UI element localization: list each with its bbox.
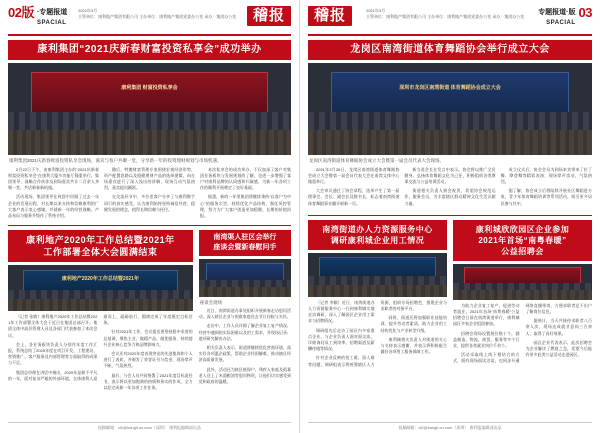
- right-masthead-meta-line: 主管单位：康利地产集团有限公司 主办单位：康利地产集团党委办公室 承办：集团办公室: [365, 14, 525, 19]
- right-article-2: [308, 220, 447, 368]
- left-masthead-rule: [8, 34, 291, 36]
- left-section-name: SPACIAL: [36, 20, 67, 26]
- right-masthead-meta: [366, 8, 524, 20]
- left-sidebar-caption: 座谈会现场: [199, 300, 223, 306]
- left-sidebar-article: [199, 230, 291, 391]
- right-page-number: 03: [578, 5, 592, 20]
- paragraph: 2021年2月26日，龙岗区南湾街道体育舞蹈协会成立大会暨第一届会员代表大会在南湾文体中心隆重举行。: [308, 166, 400, 184]
- left-article-1-photo: [8, 63, 291, 155]
- audience-area: [8, 112, 291, 154]
- left-article-1-body: [8, 167, 291, 221]
- left-masthead-date: 2021年3月: [78, 8, 98, 13]
- left-sidebar-title-line1: 南湾渠人驻区会举行: [213, 234, 277, 242]
- left-page-label: ·专题报道: [36, 9, 68, 16]
- paragraph: 据了解，协会成立后将陆续开展社区舞蹈进万家、青少年体育舞蹈培训等系列活动，吸引更多居民参与其中。: [500, 188, 592, 206]
- paragraph: 本次私享会的成功举办，不仅加深了客户对集团业务板块与发展规划的了解，也进一步增强了客户对康利品牌的认同感和归属感，为新一年各项工作的顺利开展奠定了良好基础。: [200, 166, 291, 191]
- right-article-2-headline-line1: 南湾街道办人力资源服务中心: [322, 224, 433, 234]
- right-article-2-headline: [308, 220, 447, 250]
- left-article-1: [8, 40, 291, 221]
- right-article-2-headline-line2: 调研康利城企业用工情况: [330, 235, 425, 245]
- left-article-1-headline: 康利集团“2021庆新春财富投资私享会”成功举办: [8, 40, 291, 60]
- paragraph: 据统计，当天共接待求职者八百余人次，现场达成就业意向三百余人，取得了良好效果。: [525, 318, 592, 336]
- paragraph: （记者 李颖）近日，南湾街道办人力资源服务中心一行到康利城实地走访调研，深入了解园区企业用工需求与招聘情况。: [308, 299, 375, 324]
- left-divider: [8, 225, 291, 226]
- right-masthead-rule: [308, 34, 592, 36]
- right-article-3-photo: [453, 264, 592, 300]
- paragraph: 成立仪式后，协会会员为到场来宾带来了拉丁舞、摩登舞等精彩表演，现场掌声雷动，气氛热烈。: [500, 166, 592, 184]
- right-article-2-body: [308, 300, 447, 368]
- left-footer-rule: [8, 422, 291, 423]
- right-footer-rule: [308, 422, 592, 423]
- stage-banner-text: 康利地产2020年工作总结暨2021年: [61, 276, 139, 283]
- right-article-1-caption: 龙岗区南湾街道体育舞蹈协会成立大会暨第一届会员代表大会现场。: [309, 157, 444, 163]
- right-article-3-headline-line3: 公益招聘会: [501, 246, 544, 256]
- right-masthead-right: [538, 6, 592, 28]
- right-page-label: 专题报道·版: [538, 9, 576, 16]
- paragraph: 调研组先后走访了园区内多家重点企业，与企业负责人面对面交流，详细询问员工到岗率、招聘渠道及薪酬待遇等情况。: [308, 327, 375, 352]
- audience-area: [308, 112, 592, 154]
- left-page-number: 02版: [8, 5, 34, 20]
- left-masthead: [8, 6, 291, 32]
- right-section-name: SPACIAL: [546, 20, 576, 26]
- left-sidebar-photo: [199, 259, 291, 297]
- right-masthead-date: 2021年3月: [365, 8, 386, 13]
- paragraph: 大会审议通过了协会章程，选举产生了第一届理事会、会长、副会长及秘书长，标志着南湾街道体育舞蹈事业翻开崭新一页。: [308, 188, 400, 206]
- right-article-1-photo: [308, 63, 592, 155]
- paragraph: 针对企业反映的招工难、留人难等问题，调研组表示将统筹辖区人力资源，组织专场招聘会，搭建企业与求职者的对接平台。: [308, 299, 447, 367]
- right-nameplate: 稽报: [308, 6, 352, 26]
- right-lower-section: [308, 220, 592, 368]
- right-article-1-body: [308, 167, 592, 210]
- right-masthead-left: [308, 6, 352, 26]
- stage-backdrop: [331, 72, 570, 116]
- left-masthead-left: [8, 6, 67, 28]
- left-sidebar-body: [199, 308, 291, 385]
- paragraph: 招聘会现场设置展位数十个，涵盖制造、物流、商贸、服务等多个行业，提供各类就业岗位千余个。: [453, 330, 520, 348]
- paragraph: 街道相关负责人到会祝贺，希望协会规范运作、服务会员，为丰富辖区群众精神文化生活贡献力量。: [404, 188, 496, 206]
- paragraph: 会上，各业务板块负责人分别作年度工作汇报，系统总结了2020年度在项目开发、工程建设、营销推广、客户服务及内部管理等方面取得的成绩与不足。: [8, 341, 98, 366]
- paragraph: 据悉，新的一年里集团将继续秉持“以客户为中心”的服务宗旨，持续优化产品结构，强化风控管理，努力为广大客户创造更加稳健、长期的价值回报。: [200, 194, 291, 218]
- left-masthead-right: [247, 6, 291, 26]
- left-article-1-caption: 康利集团2021庆新春财富投资私享会现场，嘉宾与客户共聚一堂，分享新一年的投资理财规划与市场机遇。: [9, 157, 222, 163]
- left-article-2-headline: [8, 230, 193, 262]
- stage-banner-text: 深圳市龙岗区南湾街道 体育舞蹈协会成立大会: [399, 84, 501, 91]
- right-article-3-body: [453, 303, 592, 365]
- paragraph: 集团总经理在讲话中指出，2020年是极不平凡的一年，面对复杂严峻的外部环境，全体康利人迎难而上、砥砺前行，圆满完成了年度既定目标任务。: [8, 314, 193, 381]
- right-footer: [300, 422, 600, 431]
- paragraph: 同时，街道还将加强职业技能培训，提升劳动者素质，助力企业用工结构优化与产业转型升级。: [380, 315, 447, 333]
- left-masthead-meta: [78, 8, 236, 20]
- left-masthead-meta-line: 主管单位：康利地产集团有限公司 主办单位：康利地产集团党委办公室 承办：集团办公室: [78, 14, 237, 19]
- stage-backdrop: [31, 72, 269, 116]
- stage-banner-text: 康利集团 财富投资私享会: [121, 84, 178, 91]
- audience-area: [308, 276, 447, 296]
- paragraph: 园区企业代表表示，此次招聘会为企业解决了燃眉之急，希望今后能有更多此类公益活动走进园区。: [525, 339, 592, 358]
- paragraph: 在交流环节中，多位老客户分享了与康利携手同行的真实感受，认为康利始终坚持诚信经营、稳健发展的理念，值得长期信赖与托付。: [104, 194, 195, 212]
- paragraph: （记者 张敏）康利地产2020年工作总结暨2021年工作部署全体大会于近日在集团总部召开。集团全体中高层管理人员及各部门代表参加了本次会议。: [8, 314, 98, 338]
- audience-area: [199, 280, 291, 297]
- right-article-3-headline: [453, 220, 592, 261]
- paragraph: 2月22日下午，由康利集团主办的“2021庆新春财富投资私享会”在康利大厦多功能厅隆重举行。集团领导、战略合作伙伴及到场嘉宾共计二百余人齐聚一堂，共话新春新机遇。: [8, 166, 99, 191]
- right-footer-text: 投稿邮箱：cl0@kangli-cn.com（深圳） 康利报编辑部出品: [398, 425, 502, 430]
- right-article-3: [453, 220, 592, 368]
- right-divider: [308, 215, 592, 216]
- left-article-2: [8, 230, 193, 391]
- left-nameplate: 稽报: [247, 6, 291, 26]
- paragraph: 活动采取线上线下相结合的方式，既有现场面试洽谈，也同步开通网络直播带岗，方便求职者足不出户了解岗位信息。: [453, 302, 592, 364]
- right-article-1: [308, 40, 592, 210]
- paragraph: 走访中，工作人员详细了解企业复工复产情况、经营中遇到的实际困难以及用工需求，并现场记录、逐项研究解决办法。: [198, 323, 291, 341]
- left-footer: [0, 422, 299, 431]
- paragraph: 为助力企业复工复产、促进劳动者就业，2021年首场“南粤春暖”公益招聘会日前在南湾街道举行，康利城园区多家企业组团参加。: [453, 302, 520, 327]
- audience-area: [453, 283, 592, 300]
- left-sidebar-title-line2: 座谈会暨新春慰问手: [213, 244, 277, 252]
- right-page: [300, 0, 600, 433]
- audience-area: [8, 290, 193, 311]
- right-article-3-headline-line2: 2021年首场“南粤春暖”: [478, 235, 567, 245]
- paragraph: 康利城相关负责人对街道的关心与支持表示感谢，并表示将积极配合做好各项用工服务保障工作。: [380, 336, 447, 355]
- left-footer-text: 投稿邮箱：cl0@kangli-cn.com（深圳） 康利报编辑部出品: [98, 425, 201, 430]
- paragraph: 相关负责人表示，街道将继续优化营商环境，落实好各项惠企政策，帮助企业纾困解难，推动辖区经济高质量发展。: [198, 345, 291, 363]
- left-article-2-photo: [8, 265, 193, 311]
- paragraph: 新当选会长在发言中表示，协会将以推广全民健身、弘扬体育舞蹈文化为己任，积极组织各类赛事交流与公益培训活动。: [404, 166, 496, 184]
- paragraph: 近日，南湾街道办事处组织开展新春走访慰问活动，深入辖区企业与困难家庭送去节日问候与关怀。: [198, 308, 291, 320]
- paragraph: 针对2021年工作，会议提出要坚持稳中求进的总基调，聚焦主业、做精产品、做优服务，持续提升企业核心竞争力和品牌影响力。: [103, 329, 193, 347]
- paragraph: 随后，特邀财富管理专家围绕宏观经济形势、资产配置思路以及稳健理财产品的选择逻辑，向在场嘉宾进行了深入浅出的讲解，现场互动气氛热烈，嘉宾提问踊跃。: [104, 166, 195, 191]
- right-masthead: [308, 6, 592, 32]
- left-lower-section: [8, 230, 291, 391]
- paragraph: 活动现场，集团领导在致辞中回顾了过去一年企业的发展历程，对长期以来支持和信赖康利的广大客户表示衷心感谢，并就新一年的经营战略、产品布局与服务升级作了系统介绍。: [8, 194, 99, 218]
- paragraph: 此外，活动还为辖区低保户、残疾人家庭及孤寡老人送上了米面粮油等慰问物资，让他们切实感受到党和政府的温暖。: [198, 366, 291, 385]
- paragraph: 最后，与会人员共同签署了2021年度目标责任书，表示将以更加饱满的热情和务实的作风，全力以赴完成新一年各项工作任务。: [103, 372, 193, 391]
- paragraph: 会议还对2020年度表现突出的先进集体和个人进行了表彰，并颁发了荣誉证书与奖金，现场掌声不断，气氛热烈。: [103, 351, 193, 369]
- left-article-2-body: [8, 314, 193, 391]
- right-article-3-headline-line1: 康利城欣欣园区企业参加: [475, 224, 570, 234]
- left-article-2-headline-line2: 工作部署全体大会圆满结束: [43, 247, 158, 258]
- right-article-2-photo: [308, 253, 447, 297]
- right-article-1-headline: 龙岗区南湾街道体育舞蹈协会举行成立大会: [308, 40, 592, 60]
- left-sidebar-title: [199, 230, 291, 256]
- left-article-2-headline-line1: 康利地产2020年工作总结暨2021年: [26, 235, 175, 246]
